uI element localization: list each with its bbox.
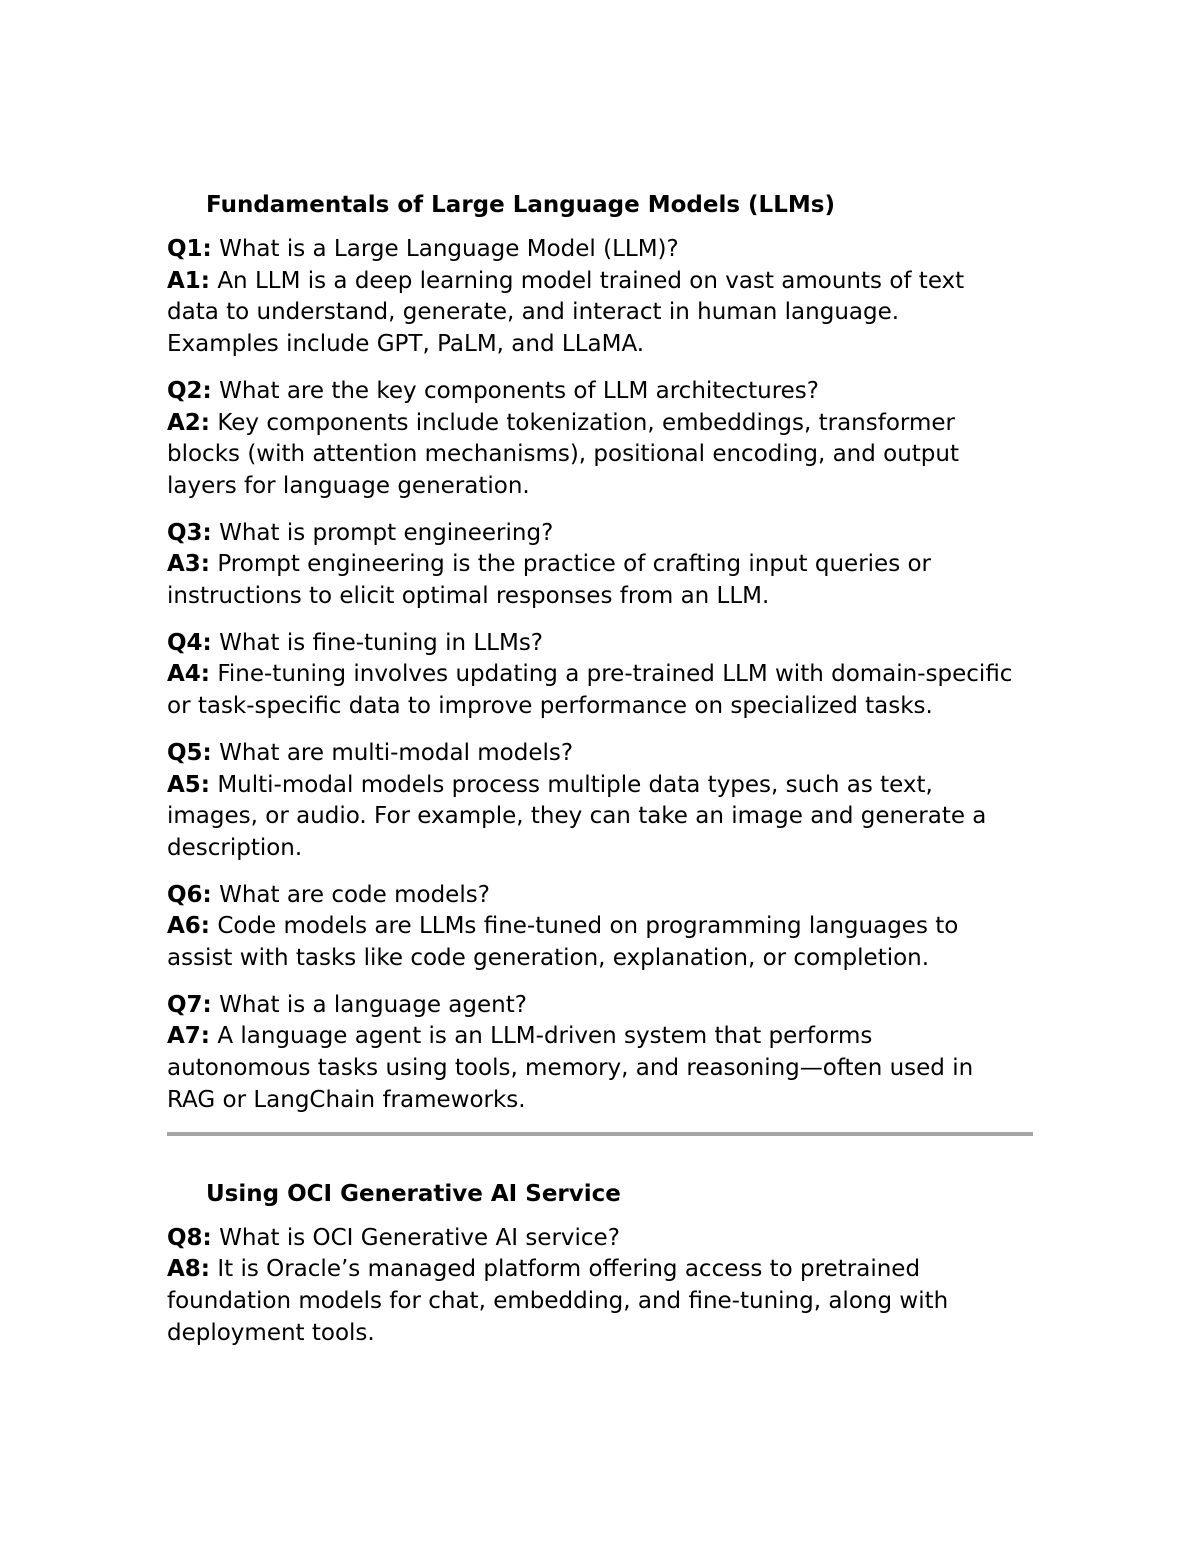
question-line (167, 518, 1047, 550)
qa-item-7 (167, 990, 1047, 1117)
answer-line: autonomous tasks using tools, memory, and reasoning—often used in (167, 1055, 974, 1082)
section-title: Fundamentals of Large Language Models (LLMs) (206, 192, 835, 218)
answer-line: Examples include GPT, PaLM, and LLaMA. (167, 331, 645, 358)
answer-line: assist with tasks like code generation, explanation, or completion. (167, 945, 930, 972)
question-text: What are code models? (219, 881, 490, 908)
qa-item-1 (167, 234, 1047, 361)
answer-text: Fine-tuning involves updating a pre-trained LLM with domain-specific (217, 661, 1013, 688)
answer-label: A5: (167, 771, 211, 798)
answer-line (167, 408, 1047, 440)
question-line (167, 234, 1047, 266)
answer-line: foundation models for chat, embedding, and fine-tuning, along with (167, 1287, 949, 1314)
answer-text: Multi-modal models process multiple data types, such as text, (217, 771, 933, 798)
answer-line: deployment tools. (167, 1319, 375, 1346)
answer-line (167, 549, 1047, 581)
question-line (167, 990, 1047, 1022)
qa-item-3 (167, 518, 1047, 613)
qa-item-8 (167, 1223, 1047, 1350)
question-label: Q2: (167, 377, 212, 404)
qa-item-2 (167, 376, 1047, 503)
question-text: What are multi-modal models? (219, 739, 574, 766)
answer-text: Code models are LLMs fine-tuned on programming languages to (217, 913, 959, 940)
question-line (167, 376, 1047, 408)
question-text: What is OCI Generative AI service? (219, 1224, 620, 1251)
question-line (167, 738, 1047, 770)
qa-item-4 (167, 628, 1047, 723)
section-fundamentals (167, 190, 1047, 1117)
question-text: What is fine-tuning in LLMs? (219, 629, 544, 656)
question-label: Q6: (167, 881, 212, 908)
section-title: Using OCI Generative AI Service (206, 1180, 621, 1207)
question-label: Q5: (167, 739, 212, 766)
answer-label: A3: (167, 551, 211, 578)
section-oci-generative-ai (167, 1179, 1047, 1350)
question-label: Q4: (167, 629, 212, 656)
question-label: Q7: (167, 991, 212, 1018)
answer-text: Prompt engineering is the practice of crafting input queries or (217, 551, 932, 578)
answer-text: A language agent is an LLM-driven system that performs (217, 1023, 873, 1050)
answer-text: An LLM is a deep learning model trained on vast amounts of text (217, 267, 965, 294)
answer-text: Key components include tokenization, embeddings, transformer (217, 409, 955, 436)
answer-line (167, 911, 1047, 943)
answer-line: instructions to elicit optimal responses from an LLM. (167, 583, 770, 610)
answer-label: A8: (167, 1256, 211, 1283)
answer-label: A7: (167, 1023, 211, 1050)
question-label: Q3: (167, 519, 212, 546)
answer-label: A4: (167, 661, 211, 688)
question-text: What is a language agent? (219, 991, 527, 1018)
answer-line: or task-specific data to improve performance on specialized tasks. (167, 693, 933, 720)
answer-label: A6: (167, 913, 211, 940)
question-line (167, 628, 1047, 660)
answer-line: layers for language generation. (167, 472, 530, 499)
horizontal-divider (167, 1132, 1033, 1136)
answer-line (167, 1254, 1047, 1286)
qa-item-5 (167, 738, 1047, 865)
question-line (167, 1223, 1047, 1255)
answer-line (167, 659, 1047, 691)
question-text: What are the key components of LLM architectures? (219, 377, 819, 404)
qa-item-6 (167, 880, 1047, 975)
answer-line (167, 1021, 1047, 1053)
answer-line (167, 770, 1047, 802)
answer-label: A1: (167, 267, 211, 294)
answer-line: blocks (with attention mechanisms), positional encoding, and output (167, 441, 960, 468)
question-label: Q8: (167, 1224, 212, 1251)
answer-label: A2: (167, 409, 211, 436)
answer-line: RAG or LangChain frameworks. (167, 1086, 526, 1113)
question-text: What is a Large Language Model (LLM)? (219, 236, 679, 262)
answer-text: It is Oracle’s managed platform offering access to pretrained (217, 1256, 921, 1283)
answer-line: description. (167, 834, 303, 861)
question-text: What is prompt engineering? (219, 519, 554, 546)
document-page (167, 190, 1047, 1364)
question-line (167, 880, 1047, 912)
answer-line (167, 266, 1047, 298)
answer-line: data to understand, generate, and interact in human language. (167, 299, 900, 326)
question-label: Q1: (167, 236, 212, 262)
answer-line: images, or audio. For example, they can take an image and generate a (167, 803, 987, 830)
